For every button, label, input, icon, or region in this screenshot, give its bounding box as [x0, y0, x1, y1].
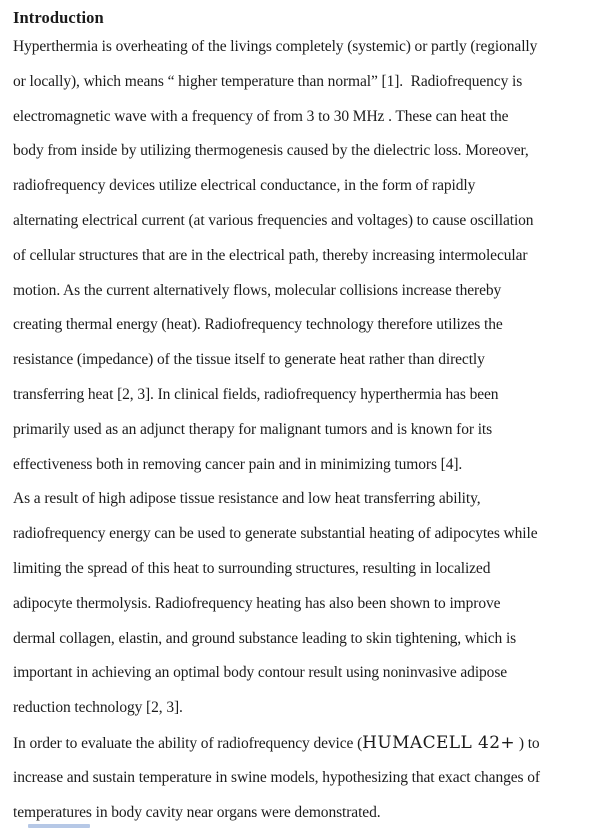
text-line: dermal collagen, elastin, and ground substance leading to skin tightening, which is	[13, 629, 517, 647]
partial-blue-artifact	[28, 824, 90, 828]
text-line: resistance (impedance) of the tissue itself to generate heat rather than directly	[13, 351, 485, 369]
text-line: effectiveness both in removing cancer pain and in minimizing tumors [4].	[13, 455, 463, 473]
text-line: As a result of high adipose tissue resistance and low heat transferring ability,	[13, 490, 481, 508]
section-heading: Introduction	[13, 8, 104, 27]
text-line: or locally), which means “ higher temperature than normal” [1]. Radiofrequency is	[13, 72, 523, 90]
text-line: electromagnetic wave with a frequency of from 3 to 30 MHz . These can heat the	[13, 107, 509, 125]
text-line: limiting the spread of this heat to surrounding structures, resulting in localized	[13, 559, 491, 577]
text-line: adipocyte thermolysis. Radiofrequency heating has also been shown to improve	[13, 594, 501, 612]
text-line: primarily used as an adjunct therapy for malignant tumors and is known for its	[13, 420, 493, 438]
text-line: transferring heat [2, 3]. In clinical fields, radiofrequency hyperthermia has been	[13, 385, 499, 403]
body-text	[13, 30, 590, 830]
text-line: temperatures in body cavity near organs were demonstrated.	[13, 803, 381, 821]
text-line: radiofrequency devices utilize electrical conductance, in the form of rapidly	[13, 177, 476, 195]
text-line: creating thermal energy (heat). Radiofrequency technology therefore utilizes the	[13, 316, 503, 334]
text-line: increase and sustain temperature in swine models, hypothesizing that exact changes of	[13, 768, 540, 786]
text-line: reduction technology [2, 3].	[13, 699, 183, 717]
text-line: motion. As the current alternatively flows, molecular collisions increase thereby	[13, 281, 502, 299]
text-line: Hyperthermia is overheating of the livings completely (systemic) or partly (regionally	[13, 38, 538, 55]
text-line: In order to evaluate the ability of radiofrequency device (HUMACELL 42+ ) to	[13, 732, 540, 753]
text-line: of cellular structures that are in the electrical path, thereby increasing intermolecular	[13, 246, 528, 264]
text-line: alternating electrical current (at various frequencies and voltages) to cause oscillation	[13, 211, 534, 229]
text-line: body from inside by utilizing thermogenesis caused by the dielectric loss. Moreover,	[13, 142, 529, 160]
text-line: radiofrequency energy can be used to generate substantial heating of adipocytes while	[13, 525, 538, 543]
text-line: important in achieving an optimal body contour result using noninvasive adipose	[13, 664, 508, 682]
device-name: HUMACELL 42+	[362, 732, 516, 753]
